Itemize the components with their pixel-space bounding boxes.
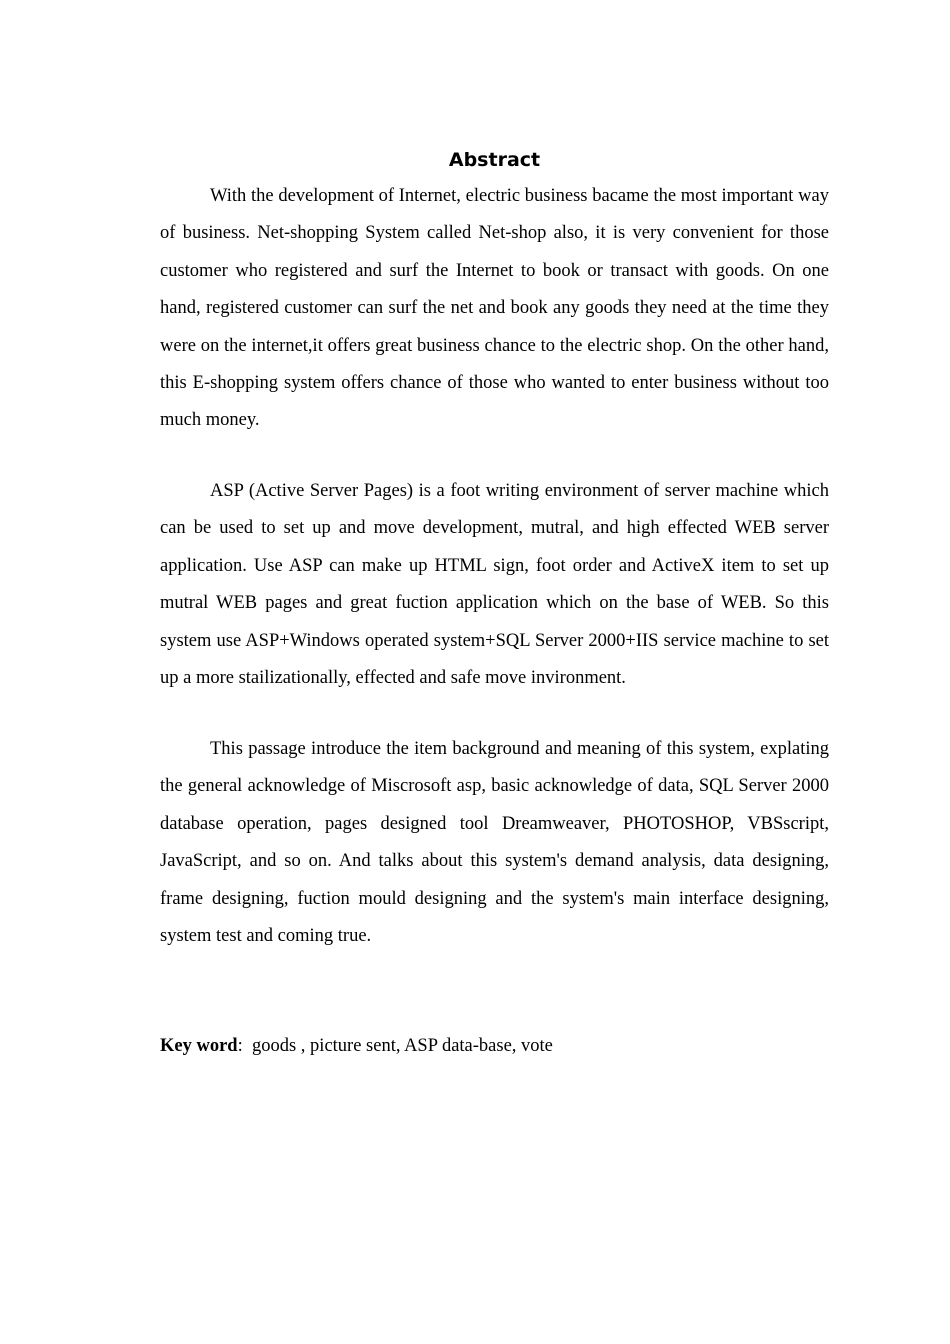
page-title: Abstract bbox=[448, 149, 541, 171]
keywords-text: goods , picture sent, ASP data-base, vote bbox=[251, 1036, 553, 1056]
keywords-label: Key word bbox=[160, 1036, 238, 1056]
keywords-separator: : bbox=[237, 1036, 243, 1056]
abstract-paragraph-3: This passage introduce the item background and meaning of this system, explating the general acknowledge of Miscrosoft asp, basic acknowledge of data, SQL Server 2000 database operation, pages designed tool Dreamweaver, PHOTOSHOP, VBSscript, JavaScript, and so on. And talks about this system's demand analysis, data designing, frame designing, fuction mould designing and the system's main interface designing, system test and coming true. bbox=[160, 739, 829, 947]
abstract-paragraph-2: ASP (Active Server Pages) is a foot writing environment of server machine which can be used to set up and move development, mutral, and high effected WEB server application. Use ASP can make up HTML sign, foot order and ActiveX item to set up mutral WEB pages and great fuction application which on the base of WEB. So this system use ASP+Windows operated system+SQL Server 2000+IIS service machine to set up a more stailizationally, effected and safe move invironment. bbox=[160, 481, 829, 689]
keywords-line bbox=[160, 1031, 829, 1061]
abstract-paragraph-1: With the development of Internet, electric business bacame the most important way of business. Net-shopping System called Net-shop also, it is very convenient for those customer who registered and surf the Internet to book or transact with goods. On one hand, registered customer can surf the net and book any goods they need at the time they were on the internet,it offers great business chance to the electric shop. On the other hand, this E-shopping system offers chance of those who wanted to enter business without too much money. bbox=[160, 186, 829, 431]
